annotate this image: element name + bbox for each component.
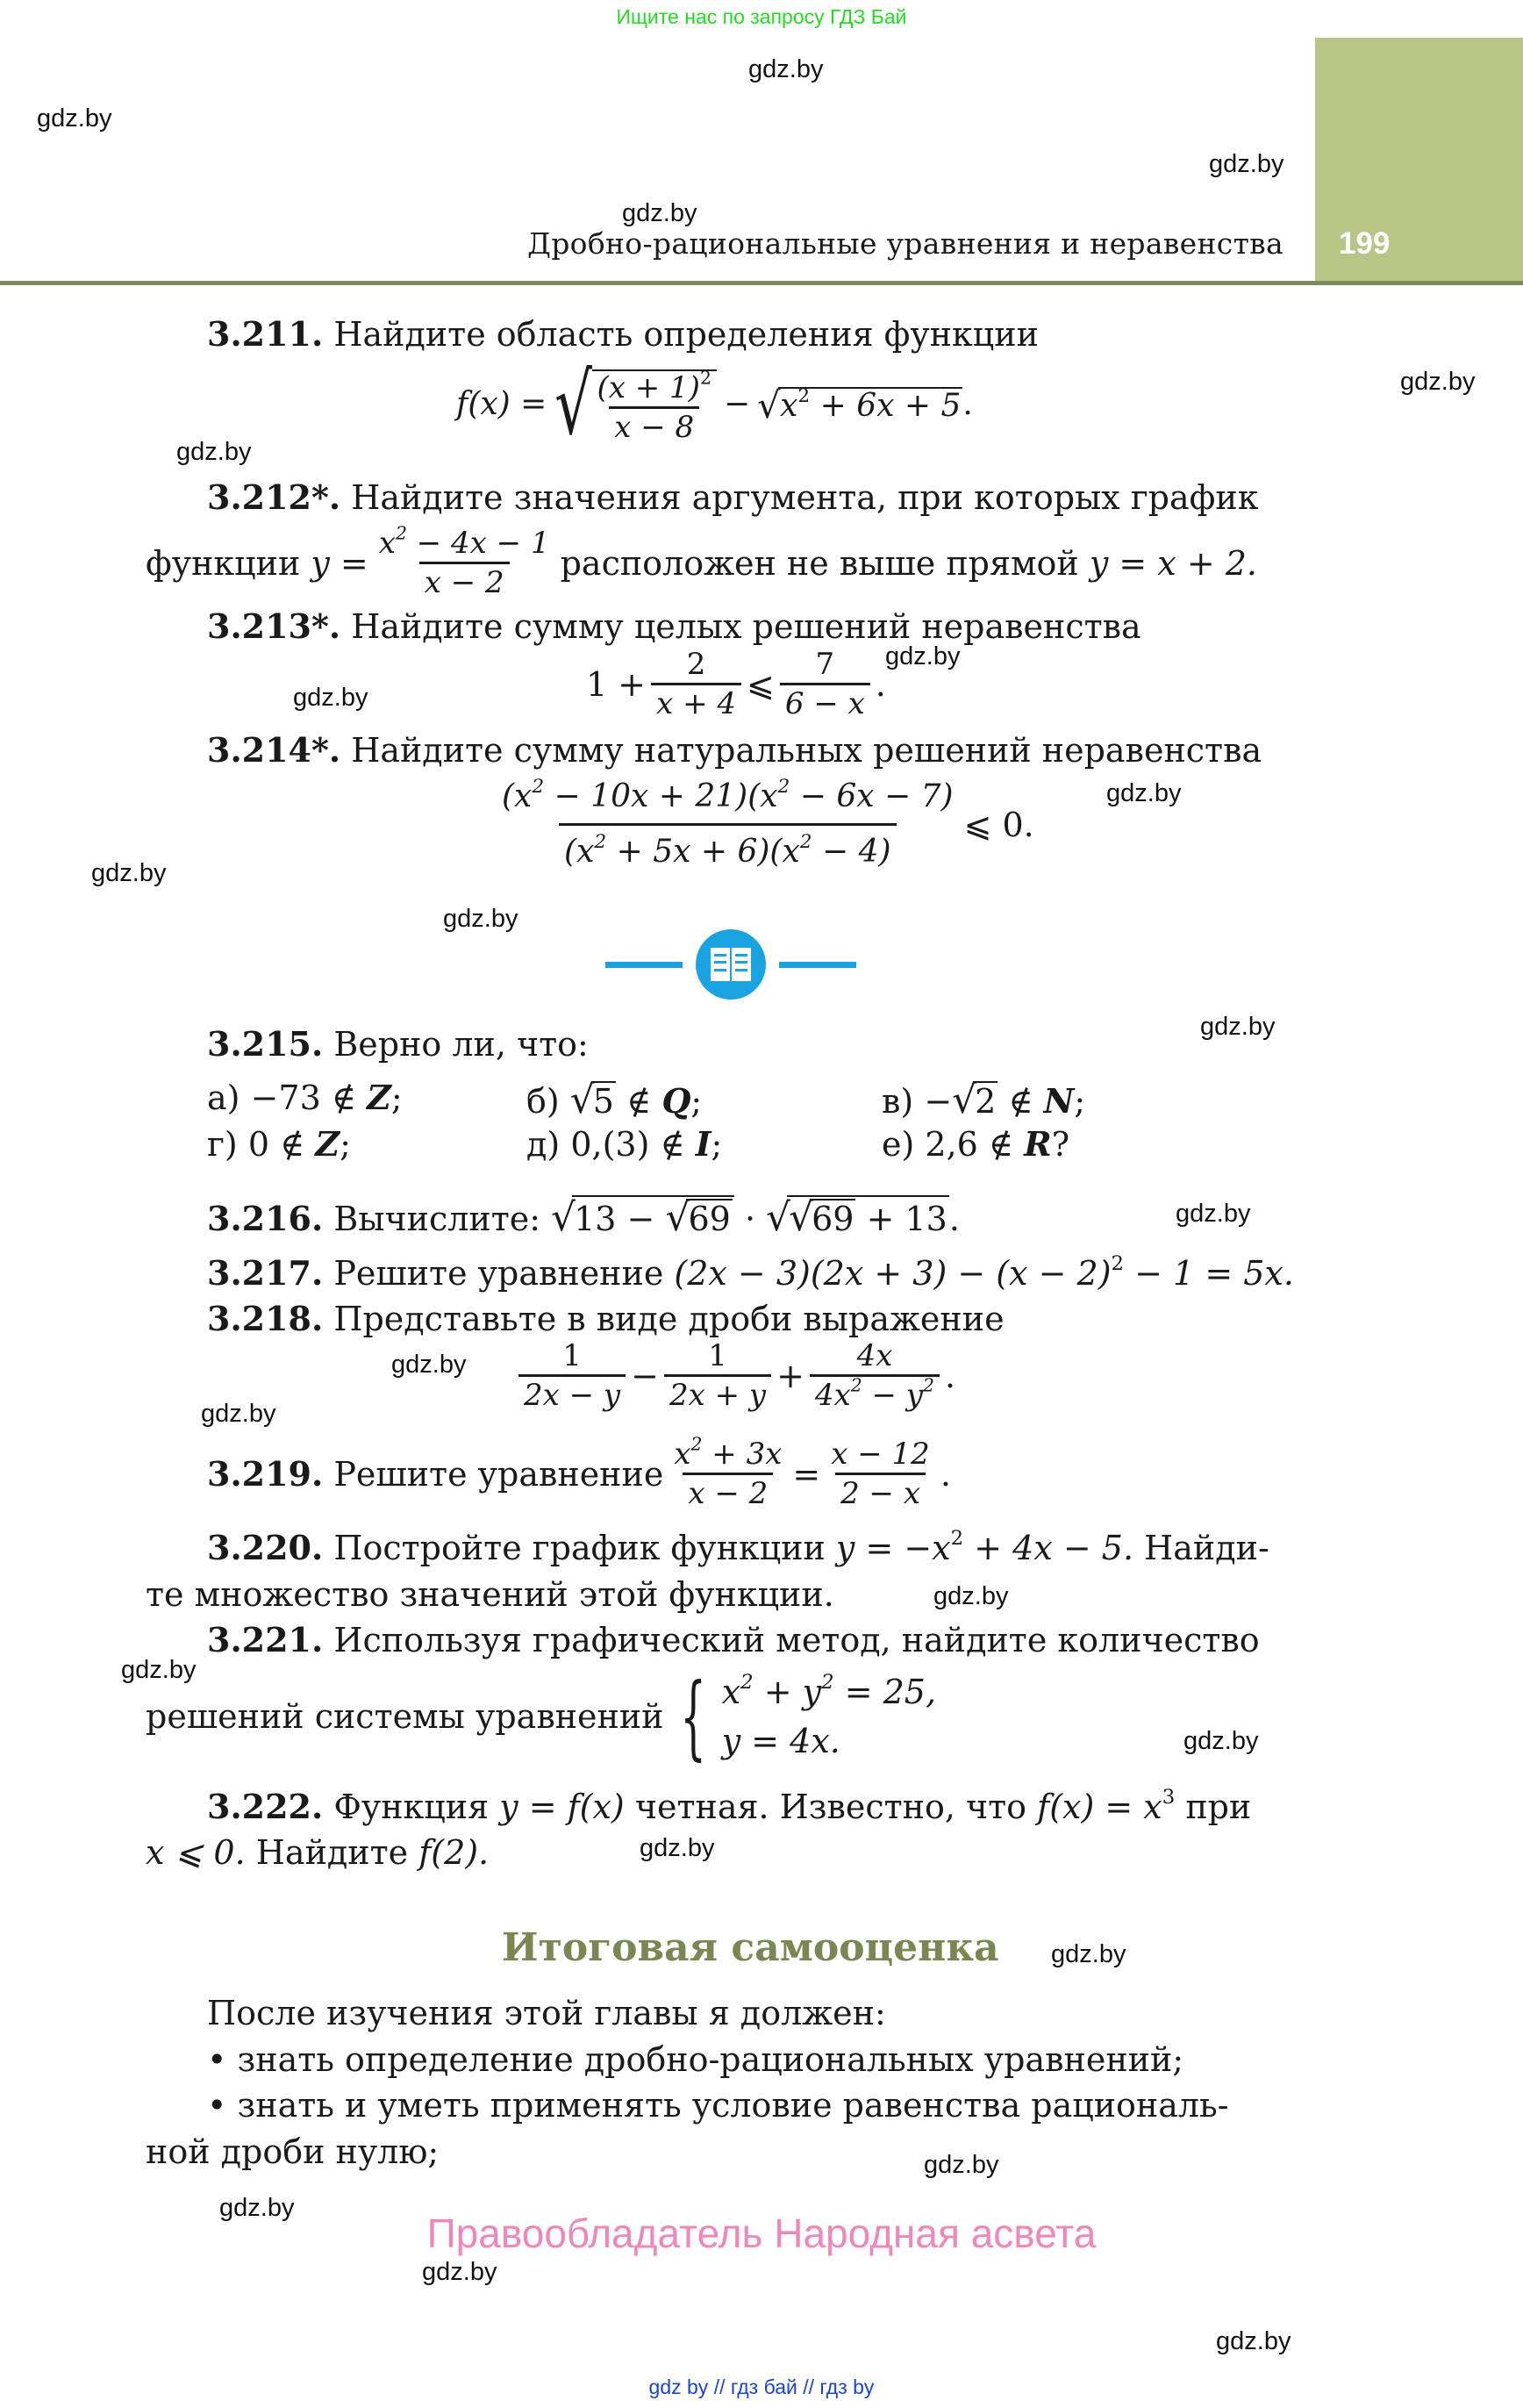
watermark: gdz.by <box>201 1400 276 1428</box>
denominator: x − 2 <box>419 562 510 598</box>
formula-line: y = x + 2. <box>1089 543 1257 583</box>
option-expr: 0 ∉ <box>247 1125 305 1164</box>
denominator: 2x + y <box>664 1374 771 1410</box>
sqrt-fraction: √ $\frac{(x + 1)^2}{x - 8}$ <box>547 367 717 442</box>
problem-text: Верно ли, что: <box>333 1025 589 1064</box>
formula: y = f(x) <box>499 1788 625 1826</box>
text: расположен не выше прямой <box>560 543 1079 583</box>
exponent: 2 <box>1111 1251 1125 1275</box>
exponent: 2 <box>821 1670 834 1694</box>
period: . <box>962 386 973 423</box>
problem-3-220-line2: те множество значений этой функции. <box>146 1575 834 1614</box>
multiply-dot: · <box>744 1200 756 1238</box>
term: 1 + <box>586 664 647 704</box>
punct: ? <box>1051 1125 1070 1164</box>
denominator: x + 4 <box>651 683 741 719</box>
formula-3-214 <box>491 775 1034 870</box>
problem-3-222 <box>207 1785 1252 1826</box>
watermark: gdz.by <box>391 1351 467 1379</box>
problem-number: 3.211. <box>207 314 324 354</box>
watermark: gdz.by <box>91 859 167 887</box>
exponent: 2 <box>395 522 407 544</box>
problem-number: 3.218. <box>207 1299 324 1338</box>
problem-3-220 <box>207 1526 1269 1567</box>
period: . <box>940 1454 951 1494</box>
numerator: 1 <box>708 1338 727 1373</box>
var: x <box>674 1437 691 1472</box>
problem-text: при <box>1185 1788 1252 1826</box>
option-label: е) <box>882 1125 915 1164</box>
fraction <box>374 522 555 600</box>
denominator: 6 − x <box>780 683 870 719</box>
exponent: 3 <box>1162 1785 1176 1809</box>
option-v <box>882 1081 1086 1121</box>
number-set: I <box>695 1124 711 1164</box>
denominator: 2x − y <box>518 1374 626 1410</box>
fraction <box>497 775 959 870</box>
rest: + 6x + 5 <box>810 388 962 425</box>
formula: + 4x − 5. <box>963 1529 1134 1567</box>
factor: (x <box>502 778 533 814</box>
problem-text: Функция <box>333 1788 490 1826</box>
fraction <box>518 1338 626 1413</box>
problem-3-214 <box>207 730 1262 770</box>
running-title: Дробно-рациональные уравнения и неравенства <box>527 226 1283 261</box>
numerator: 1 <box>562 1338 582 1373</box>
exponent: 2 <box>699 368 711 390</box>
option-label: б) <box>526 1082 560 1121</box>
punct: ; <box>690 1082 703 1121</box>
fraction <box>810 1338 940 1413</box>
number-set: R <box>1024 1124 1052 1164</box>
watermark: gdz.by <box>293 684 368 712</box>
formula: x ⩽ 0. <box>146 1833 246 1872</box>
numerator: 4x <box>856 1338 893 1373</box>
option-b <box>526 1081 703 1121</box>
watermark: gdz.by <box>443 905 518 933</box>
inner-radicand: 69 <box>812 1200 854 1238</box>
fraction <box>664 1338 771 1413</box>
problem-number: 3.217. <box>207 1253 324 1293</box>
option-e <box>882 1124 1070 1164</box>
problem-text: Решите уравнение <box>333 1254 664 1293</box>
problem-3-222-line2 <box>146 1833 490 1872</box>
formula: y = −x <box>835 1529 951 1567</box>
problem-3-217 <box>207 1251 1294 1293</box>
watermark: gdz.by <box>1176 1200 1251 1228</box>
factor-rest: − 4) <box>812 834 891 870</box>
problem-text: Найдите сумму натуральных решений неравенства <box>351 731 1262 770</box>
watermark: gdz.by <box>1216 2327 1291 2355</box>
formula-3-213 <box>586 649 886 719</box>
exponent: 2 <box>799 830 812 853</box>
watermark: gdz.by <box>422 2258 497 2286</box>
rest: − 4x − 1 <box>406 526 550 561</box>
bullet-item <box>207 2086 1229 2125</box>
watermark: gdz.by <box>1183 1727 1259 1755</box>
den-part: 4x <box>814 1378 851 1413</box>
exponent: 2 <box>850 1374 862 1396</box>
watermark: gdz.by <box>219 2194 295 2222</box>
radicand: 5 <box>592 1082 614 1121</box>
formula-lhs: f(x) = <box>456 386 547 423</box>
exponent: 2 <box>923 1374 935 1396</box>
watermark: gdz.by <box>1209 150 1284 178</box>
formula-y-eq: y = <box>311 543 368 583</box>
relation: ⩽ <box>747 664 775 704</box>
system-brace: { <box>679 1663 706 1770</box>
punct: ; <box>711 1125 723 1164</box>
operator: − <box>631 1356 659 1395</box>
option-d <box>526 1124 723 1164</box>
problem-number: 3.221. <box>207 1620 324 1659</box>
problem-text: Используя графический метод, найдите количество <box>333 1621 1260 1659</box>
problem-3-219 <box>207 1433 951 1511</box>
exponent: 2 <box>777 775 790 798</box>
top-banner-text: Ищите нас по запросу ГДЗ Бай <box>616 5 907 28</box>
watermark: gdz.by <box>1200 1013 1276 1041</box>
formula: f(2). <box>418 1833 490 1872</box>
problem-3-211 <box>207 314 1039 354</box>
exponent: 2 <box>690 1433 703 1455</box>
period: . <box>875 664 886 704</box>
radicand-part: + 13 <box>855 1200 947 1238</box>
bullet-text: знать определение дробно-рациональных уравнений; <box>237 2040 1184 2079</box>
rest: + 3x <box>702 1437 783 1472</box>
factor-rest: − 6x − 7) <box>790 778 954 814</box>
option-label: в) <box>882 1082 914 1121</box>
factor: (x <box>564 834 595 870</box>
number-set: Q <box>661 1081 691 1121</box>
factor: (x <box>747 778 778 814</box>
fraction <box>669 1433 787 1511</box>
watermark: gdz.by <box>1051 1940 1126 1968</box>
fraction <box>780 649 870 719</box>
watermark: gdz.by <box>37 104 112 133</box>
self-assessment-intro: После изучения этой главы я должен: <box>207 1994 886 2032</box>
open-book-icon <box>605 928 856 1000</box>
denominator: 2 − x <box>835 1473 926 1509</box>
option-label: а) <box>207 1079 240 1117</box>
problem-number: 3.216. <box>207 1199 324 1238</box>
watermark: gdz.by <box>640 1834 715 1862</box>
problem-number: 3.215. <box>207 1024 324 1064</box>
text: функции <box>146 543 301 583</box>
fraction <box>651 649 741 719</box>
punct: ; <box>1074 1082 1086 1121</box>
var: x <box>780 388 798 425</box>
bullet-icon: • <box>207 2086 227 2125</box>
relation: ∉ <box>626 1082 652 1121</box>
problem-3-212-line2 <box>146 522 1257 600</box>
radicand: 2 <box>975 1082 997 1121</box>
problem-3-218 <box>207 1299 1005 1338</box>
problem-text: четная. Известно, что <box>634 1788 1027 1826</box>
bullet-continuation: ной дроби нулю; <box>146 2132 440 2171</box>
problem-text: Найди- <box>1144 1529 1269 1567</box>
factor-rest: + 5x + 6) <box>606 834 770 870</box>
problem-text: Найдите область определения функции <box>333 315 1039 354</box>
formula: (2x − 3)(2x + 3) − (x − 2) <box>674 1254 1112 1293</box>
fraction <box>826 1439 935 1509</box>
problem-text: Найдите сумму целых решений неравенства <box>351 607 1141 646</box>
radicand-part: 13 − <box>574 1200 655 1238</box>
watermark: gdz.by <box>748 55 824 83</box>
problem-number: 3.219. <box>207 1453 324 1494</box>
problem-3-216 <box>207 1195 960 1236</box>
exponent: 2 <box>594 830 607 853</box>
problem-3-213 <box>207 606 1141 646</box>
header-rule <box>0 281 1523 285</box>
problem-number: 3.220. <box>207 1528 324 1567</box>
watermark: gdz.by <box>933 1582 1009 1610</box>
formula: f(x) = x <box>1037 1788 1162 1826</box>
bullet-item <box>207 2040 1184 2079</box>
var: x <box>378 526 396 561</box>
problem-text: Решите уравнение <box>333 1454 664 1494</box>
formula-3-218 <box>513 1338 956 1413</box>
watermark: gdz.by <box>1400 368 1476 396</box>
watermark: gdz.by <box>1106 779 1182 807</box>
equals: = <box>792 1454 821 1494</box>
denominator: x − 8 <box>609 406 699 442</box>
option-a <box>207 1078 403 1117</box>
exponent: 2 <box>532 775 545 798</box>
minus-sign: − <box>723 386 751 423</box>
problem-number: 3.222. <box>207 1787 324 1826</box>
formula: − 1 = 5x. <box>1124 1254 1294 1293</box>
watermark: gdz.by <box>121 1656 197 1684</box>
option-g <box>207 1124 351 1164</box>
exponent: 2 <box>950 1526 964 1550</box>
problem-text: решений системы уравнений <box>146 1697 664 1736</box>
inner-radicand: 69 <box>688 1200 731 1238</box>
watermark: gdz.by <box>924 2151 999 2179</box>
problem-text: Представьте в виде дроби выражение <box>333 1300 1005 1338</box>
number-set: N <box>1043 1081 1075 1121</box>
watermark: gdz.by <box>622 199 697 227</box>
punct: ; <box>390 1079 403 1117</box>
option-expr: 0,(3) ∉ <box>570 1125 685 1164</box>
var: x <box>721 1673 741 1711</box>
number-set: Z <box>315 1124 340 1164</box>
bullet-icon: • <box>207 2040 227 2079</box>
numerator: 7 <box>815 647 835 682</box>
problem-number: 3.214*. <box>207 730 341 770</box>
minus: − <box>924 1082 953 1121</box>
watermark: gdz.by <box>176 438 252 466</box>
formula-3-211 <box>456 355 973 454</box>
exponent: 2 <box>740 1670 754 1694</box>
factor: (x <box>769 834 800 870</box>
problem-3-212 <box>207 477 1259 517</box>
relation: ∉ <box>1008 1082 1033 1121</box>
problem-number: 3.212*. <box>207 477 341 517</box>
problem-text: Постройте график функции <box>333 1529 826 1567</box>
period: . <box>945 1356 956 1395</box>
problem-text: Найдите значения аргумента, при которых график <box>351 478 1259 517</box>
option-label: г) <box>207 1125 238 1164</box>
den-part: − y <box>862 1378 924 1413</box>
punct: ; <box>340 1125 351 1164</box>
numerator: (x + 1) <box>597 370 700 406</box>
watermark: gdz.by <box>885 642 961 670</box>
copyright-notice: Правообладатель Народная асвета <box>426 2211 1097 2256</box>
operator: + <box>776 1356 804 1395</box>
numerator: x − 12 <box>831 1437 930 1472</box>
number-set: Z <box>367 1078 391 1117</box>
footer-links[interactable]: gdz by // гдз бай // гдз by <box>648 2376 875 2398</box>
option-expr: −73 ∉ <box>250 1079 356 1117</box>
problem-text: Вычислите: <box>333 1200 541 1238</box>
option-label: д) <box>526 1125 561 1164</box>
page-number: 199 <box>1339 226 1391 261</box>
problem-text: Найдите <box>255 1833 409 1872</box>
problem-3-221 <box>207 1620 1260 1659</box>
problem-number: 3.213*. <box>207 606 341 646</box>
section-heading: Итоговая самооценка <box>502 1925 999 1970</box>
numerator: 2 <box>686 647 706 682</box>
sqrt-quadratic <box>757 385 962 425</box>
bullet-text: знать и уметь применять условие равенства рациональ- <box>237 2086 1229 2125</box>
equation: y = 4x. <box>721 1722 840 1760</box>
factor-rest: − 10x + 21) <box>544 778 748 814</box>
exponent: 2 <box>797 385 811 407</box>
period: . <box>948 1200 960 1238</box>
denominator: x − 2 <box>683 1473 773 1509</box>
var: + y <box>753 1673 822 1711</box>
option-expr: 2,6 ∉ <box>925 1125 1014 1164</box>
problem-3-215 <box>207 1024 589 1064</box>
equation-system <box>721 1670 937 1760</box>
relation: ⩽ 0. <box>963 805 1034 844</box>
rest: = 25, <box>833 1673 937 1711</box>
